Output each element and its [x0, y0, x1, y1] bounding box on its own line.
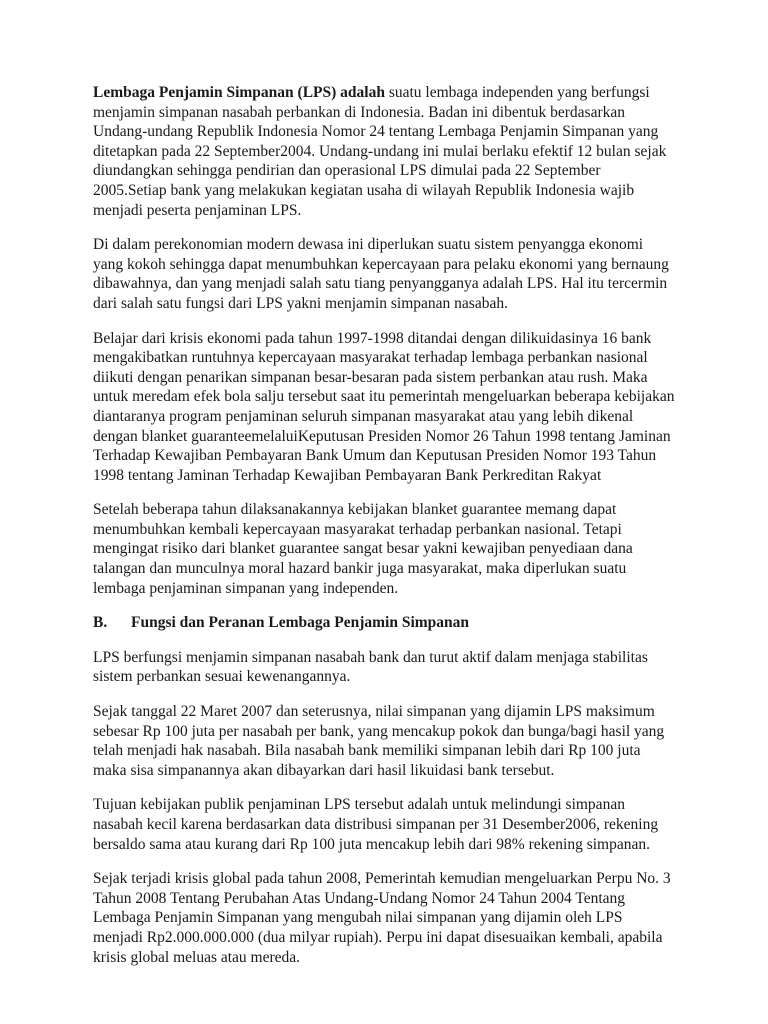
text-line: mengingat risiko dari blanket guarantee sangat besar yakni kewajiban penyediaan dana [93, 540, 633, 558]
paragraph-economy [93, 235, 683, 313]
text-line: diundangkan sehingga pendirian dan operasional LPS dimulai pada 22 September [93, 162, 601, 180]
text-line: Terhadap Kewajiban Pembayaran Bank Umum dan Keputusan Presiden Nomor 193 Tahun [93, 447, 657, 465]
text-line: menjadi Rp2.000.000.000 (dua milyar rupiah). Perpu ini dapat disesuaikan kembali, apabila [93, 928, 663, 946]
lead-rest: suatu lembaga independen yang berfungsi [384, 84, 650, 101]
document-page [93, 83, 683, 982]
text-line: sistem perbankan sesuai kewenangannya. [93, 668, 351, 686]
paragraph-crisis [93, 329, 683, 486]
text-line [93, 83, 683, 103]
paragraph-blanket-guarantee [93, 500, 683, 598]
text-line: Tahun 2008 Tentang Perubahan Atas Undang-Undang Nomor 24 Tahun 2004 Tentang [93, 889, 626, 907]
text-line: Undang-undang Republik Indonesia Nomor 24 tentang Lembaga Penjamin Simpanan yang [93, 123, 659, 141]
text-line: dari salah satu fungsi dari LPS yakni menjamin simpanan nasabah. [93, 294, 508, 312]
text-line: Sejak terjadi krisis global pada tahun 2008, Pemerintah kemudian mengeluarkan Perpu No. 3 [93, 870, 671, 888]
paragraph-intro [93, 83, 683, 220]
text-line: lembaga penjaminan simpanan yang independen. [93, 579, 399, 597]
text-line: Tujuan kebijakan publik penjaminan LPS tersebut adalah untuk melindungi simpanan [93, 796, 625, 814]
section-number: B. [93, 614, 108, 632]
text-line: ditetapkan pada 22 September2004. Undang-undang ini mulai berlaku efektif 12 bulan sejak [93, 142, 667, 160]
paragraph-guarantee-limit [93, 702, 683, 780]
text-line: 2005.Setiap bank yang melakukan kegiatan usaha di wilayah Republik Indonesia wajib [93, 181, 635, 199]
text-line: Di dalam perekonomian modern dewasa ini diperlukan suatu sistem penyangga ekonomi [93, 236, 644, 254]
text-line: diantaranya program penjaminan seluruh simpanan masyarakat atau yang lebih dikenal [93, 407, 634, 425]
text-line: diikuti dengan penarikan simpanan besar-besaran pada sistem perbankan atau rush. Maka [93, 368, 648, 386]
section-title: Fungsi dan Peranan Lembaga Penjamin Simpanan [131, 614, 470, 632]
text-line: bersaldo sama atau kurang dari Rp 100 juta mencakup lebih dari 98% rekening simpanan. [93, 835, 650, 853]
text-line: menjamin simpanan nasabah perbankan di Indonesia. Badan ini dibentuk berdasarkan [93, 103, 626, 121]
text-line: maka sisa simpanannya akan dibayarkan dari hasil likuidasi bank tersebut. [93, 761, 555, 779]
text-line: telah menjadi hak nasabah. Bila nasabah bank memiliki simpanan lebih dari Rp 100 juta [93, 742, 641, 760]
paragraph-global-crisis [93, 869, 683, 967]
text-line: talangan dan munculnya moral hazard bankir juga masyarakat, maka diperlukan suatu [93, 560, 627, 578]
text-line: menumbuhkan kembali kepercayaan masyarakat terhadap perbankan nasional. Tetapi [93, 520, 622, 538]
text-line: dengan blanket guaranteemelaluiKeputusan Presiden Nomor 26 Tahun 1998 tentang Jaminan [93, 427, 671, 445]
text-line: Setelah beberapa tahun dilaksanakannya kebijakan blanket guarantee memang dapat [93, 501, 617, 519]
paragraph-function [93, 648, 683, 687]
text-line: krisis global meluas atau mereda. [93, 948, 301, 966]
section-heading [93, 613, 683, 633]
text-line: dibawahnya, dan yang menjadi salah satu tiang penyangganya adalah LPS. Hal itu tercermin [93, 275, 668, 293]
text-line: yang kokoh sehingga dapat menumbuhkan kepercayaan para pelaku ekonomi yang bernaung [93, 255, 669, 273]
text-line: 1998 tentang Jaminan Terhadap Kewajiban Pembayaran Bank Perkreditan Rakyat [93, 466, 602, 484]
text-line: LPS berfungsi menjamin simpanan nasabah bank dan turut aktif dalam menjaga stabilitas [93, 648, 648, 666]
text-line: nasabah kecil karena berdasarkan data distribusi simpanan per 31 Desember2006, rekening [93, 816, 659, 833]
text-line: untuk meredam efek bola salju tersebut saat itu pemerintah mengeluarkan beberapa kebijakan [93, 388, 675, 406]
text-line: mengakibatkan runtuhnya kepercayaan masyarakat terhadap lembaga perbankan nasional [93, 349, 648, 367]
text-line: Belajar dari krisis ekonomi pada tahun 1997-1998 ditandai dengan dilikuidasinya 16 bank [93, 329, 652, 347]
text-line: sebesar Rp 100 juta per nasabah per bank, yang mencakup pokok dan bunga/bagi hasil yang [93, 722, 665, 740]
text-line: menjadi peserta penjaminan LPS. [93, 201, 302, 219]
paragraph-policy-goal [93, 795, 683, 854]
text-line: Lembaga Penjamin Simpanan yang mengubah nilai simpanan yang dijamin oleh LPS [93, 909, 623, 927]
text-line: Sejak tanggal 22 Maret 2007 dan seterusnya, nilai simpanan yang dijamin LPS maksimum [93, 703, 655, 721]
lead-term: Lembaga Penjamin Simpanan (LPS) adalah [93, 84, 385, 101]
